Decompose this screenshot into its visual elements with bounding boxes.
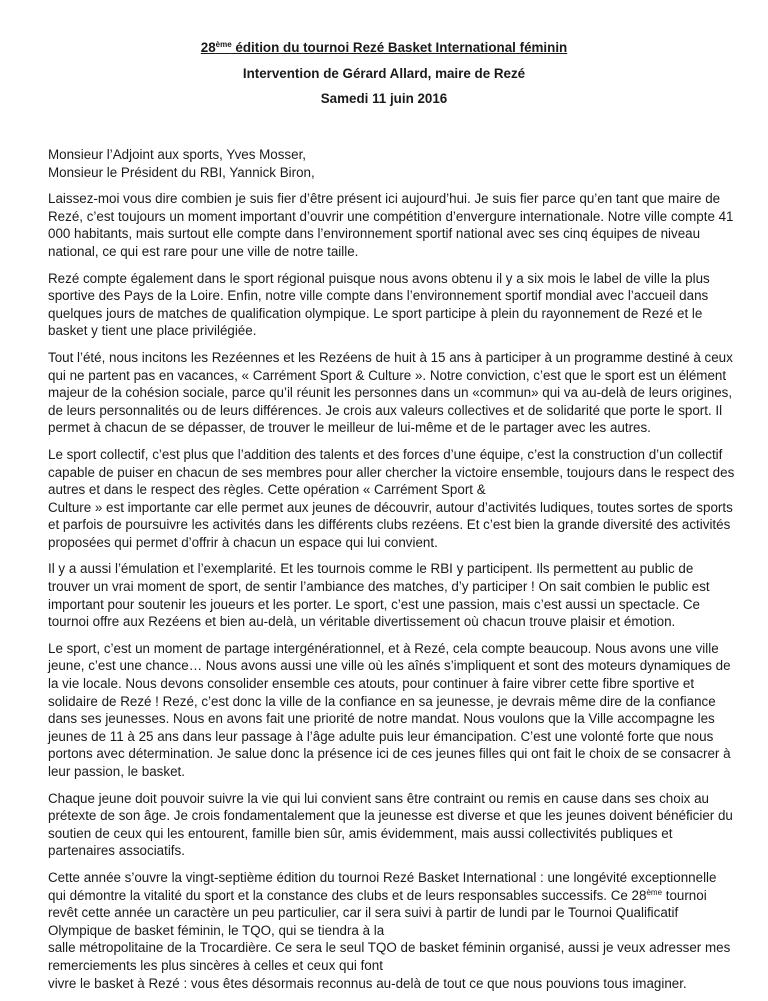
paragraph-3: Tout l’été, nous incitons les Rezéennes et les Rezéens de huit à 15 ans à participer à un programme destiné à ceux qui ne partent pas en vacances, « Carrément Sport & Culture ». Notre conviction, c’est que le sport est un élément majeur de la cohésion sociale, parce qu’il réunit les personnes dans un «commun» qui va au-delà de leurs origines, de leurs personnalités ou de leurs différences. Je crois aux valeurs collectives et de solidarité que porte le sport. Il permet à chacun de se dépasser, de trouver le meilleur de lui-même et de le partager avec les autres. [48,349,733,436]
title-superscript: ème [215,40,232,49]
title-number: 28 [200,40,216,55]
paragraph-2: Rezé compte également dans le sport régional puisque nous avons obtenu il y a six mois le label de ville la plus sportive des Pays de la Loire. Enfin, notre ville compte dans l’environnement sportif mondial avec l’accueil dans quelques jours de matches de qualification olympique. Le sport participe à plein du rayonnement de Rezé et le basket y tient une place privilégiée. [48,270,710,339]
paragraph-5: Il y a aussi l’émulation et l’exemplarité. Et les tournois comme le RBI y participent. Ils permettent au public de trouver un vrai moment de sport, de sentir l’ambiance des matches, d’y participer ! On sait combien le public est important pour soutenir les joueurs et les porter. Le sport, c’est une passion, mais c’est aussi un spectacle. Ce tournoi offre aux Rezéens et bien au-delà, un véritable divertissement où chacun trouve plaisir et émotion. [48,561,710,630]
title-rest: édition du tournoi Rezé Basket International féminin [231,40,568,55]
salutation-line-2: Monsieur le Président du RBI, Yannick Biron, [48,164,315,180]
document-title [0,38,768,64]
document-subtitle: Intervention de Gérard Allard, maire de Rezé [242,65,526,81]
paragraph-4 [48,446,738,552]
paragraph-8-part-1: Cette année s’ouvre la vingt-septième édition du tournoi Rezé Basket International : une longévité exceptionnelle qui démontre la vitalité du sport et la constance des clubs et de leurs responsables successifs. Ce 28 [48,869,717,903]
paragraph-4-part-2: Culture » est importante car elle permet aux jeunes de découvrir, autour d’activités ludiques, toutes sortes de sports et parfois de poursuivre les activités dans les différents clubs rezéens. Et c’est bien la grande diversité des activités proposées qui permet d’offrir à chacun un espace qui lui convient. [48,499,733,550]
paragraph-8-superscript: ème [646,887,663,897]
paragraph-7: Chaque jeune doit pouvoir suivre la vie qui lui convient sans être contraint ou remis en cause dans ses choix au prétexte de son âge. Je crois fondamentalement que la jeunesse est diverse et que les jeunes doivent bénéficier du soutien de ceux qui les entourent, famille bien sûr, amis évidemment, mais aussi collectivités publiques et partenaires associatifs. [48,790,733,859]
paragraph-8-line-salle: salle métropolitaine de la Trocardière. Ce sera le seul TQO de basket féminin organisé, aussi je veux adresser mes remerciements les plus sincères à celles et ceux qui font [48,940,731,973]
document-body [48,146,738,1001]
salutation [48,146,738,181]
paragraph-8 [48,869,738,992]
paragraph-8-part-2: tournoi revêt cette année un caractère un peu particulier, car il sera suivi à partir de lundi par le Tournoi Qualificatif Olympique de basket féminin, le TQO, qui se tiendra à la [48,887,707,938]
paragraph-4-part-1: Le sport collectif, c’est plus que l’addition des talents et des forces d’une équipe, c’est la construction d’un collectif capable de puiser en chacun de ses membres pour aller chercher la victoire ensemble, toujours dans le respect des autres et dans le respect des règles. Cette opération « Carrément Sport & [48,446,735,498]
paragraph-6: Le sport, c’est un moment de partage intergénérationnel, et à Rezé, cela compte beaucoup. Nous avons une ville jeune, c’est une chance… Nous avons aussi une ville où les aînés s’impliquent et sont des moteurs dynamiques de la vie locale. Nous devons consolider ensemble ces atouts, pour continuer à faire vibrer cette fibre sportive et solidaire de Rezé ! Rezé, c’est donc la ville de la confiance en sa jeunesse, je devrais même dire de la confiance dans ses jeunesses. Nous en avons fait une priorité de notre mandat. Nous voulons que la Ville accompagne les jeunes de 11 à 25 ans dans leur passage à l’âge adulte puis leur émancipation. C’est une volonté forte que nous portons avec détermination. Je salue donc la présence ici de ces jeunes filles qui ont fait le choix de se consacrer à leur passion, le basket. [48,640,731,779]
paragraph-1: Laissez-moi vous dire combien je suis fier d’être présent ici aujourd’hui. Je suis fier parce qu’en tant que maire de Rezé, c’est toujours un moment important d’ouvrir une compétition d’envergure internationale. Notre ville compte 41 000 habitants, mais surtout elle compte dans l’environnement sportif national avec ses cinq équipes de niveau national, ce qui est rare pour une ville de notre taille. [48,191,734,259]
document-date: Samedi 11 juin 2016 [320,91,448,106]
paragraph-8-line-final: vivre le basket à Rezé : vous êtes désormais reconnus au-delà de tout ce que nous pouvions tous imaginer. [48,975,687,991]
salutation-line-1: Monsieur l’Adjoint aux sports, Yves Mosser, [48,147,307,162]
document-header [0,38,768,115]
title-text [201,40,567,55]
